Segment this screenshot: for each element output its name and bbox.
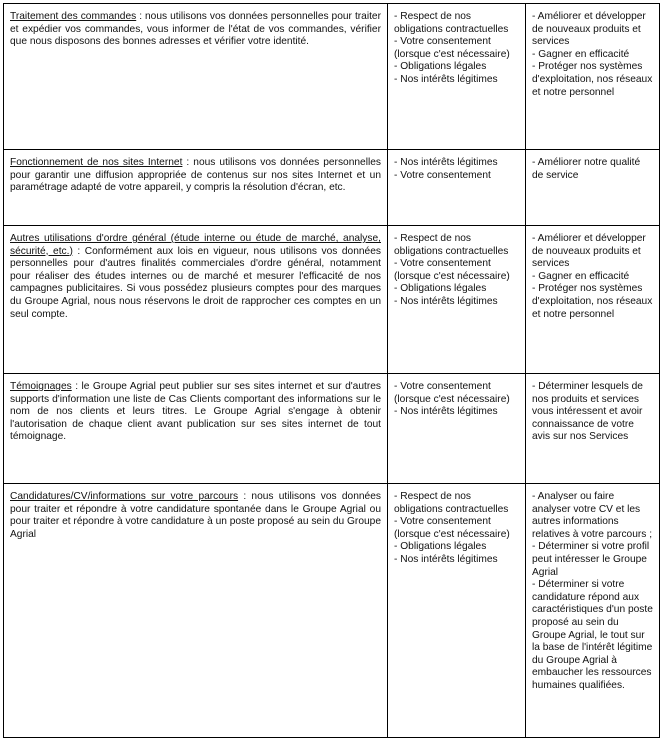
objective-item: - Gagner en efficacité [532,270,630,282]
row-title: Traitement des commandes [10,11,137,22]
legal-basis-cell [388,150,526,226]
legal-basis-item: - Votre consentement (lorsque c'est nécessaire) [394,381,510,405]
row-description: Conformément aux lois en vigueur, nous utilisons vos données personnelles pour d'autres finalités commerciales d'ordre général, notamment pour réaliser des études internes ou de marché et mesurer l'efficacité de nos campagnes publicitaires. Si vous possédez plusieurs comptes pour des marques du Groupe Agrial, nous nous réservons le droit de rapprocher ces comptes en un seul compte. [10,245,381,320]
legal-basis-item: - Obligations légales [394,541,487,553]
row-title: Témoignages [10,381,72,392]
legal-basis-item: - Votre consentement [394,169,491,181]
legal-basis-item: - Nos intérêts légitimes [394,295,498,307]
legal-basis-item: - Nos intérêts légitimes [394,73,498,85]
row-description: nous utilisons vos données pour traiter et répondre à votre candidature spontanée dans le Groupe Agrial ou pour traiter et répondre à votre candidature à un poste proposé au sein du Groupe Agrial [10,491,381,540]
legal-basis-item: - Votre consentement (lorsque c'est nécessaire) [394,36,510,60]
table-row [4,226,660,374]
table-row [4,150,660,226]
objective-item: - Déterminer lesquels de nos produits et services vous intéressent et avoir connaissance de votre avis sur nos Services [532,381,643,443]
objective-cell [526,226,660,374]
legal-basis-item: - Votre consentement (lorsque c'est nécessaire) [394,516,510,540]
legal-basis-item: - Nos intérêts légitimes [394,406,498,418]
title-separator: : [136,11,146,22]
row-description: le Groupe Agrial peut publier sur ses sites internet et sur d'autres supports d'information une liste de Cas Clients comportant des informations sur le nom de nos clients et leurs titres. Le Groupe Agrial s'engage à obtenir l'autorisation de chaque client avant publication sur ses sites internet de tout témoignage. [10,381,381,443]
legal-basis-cell [388,226,526,374]
objective-cell [526,374,660,484]
row-title: Autres utilisations d'ordre général (étude interne ou étude de marché, analyse, sécurité, etc.) [10,233,381,257]
legal-basis-cell [388,4,526,150]
legal-basis-cell [388,374,526,484]
purpose-description-cell [4,150,388,226]
objective-item: - Améliorer notre qualité de service [532,157,641,181]
purpose-description-cell [4,226,388,374]
title-separator: : [238,491,252,502]
legal-basis-item: - Respect de nos obligations contractuelles [394,11,509,35]
objective-item: - Analyser ou faire analyser votre CV et les autres informations relatives à votre parcours ; [532,491,653,540]
objective-cell [526,150,660,226]
legal-basis-item: - Nos intérêts légitimes [394,553,498,565]
objective-item: - Améliorer et développer de nouveaux produits et services [532,11,646,48]
purpose-description-cell [4,374,388,484]
objective-item: - Améliorer et développer de nouveaux produits et services [532,233,646,270]
objective-cell [526,484,660,738]
legal-basis-item: - Respect de nos obligations contractuelles [394,491,509,515]
legal-basis-item: - Respect de nos obligations contractuelles [394,233,509,257]
objective-item: - Déterminer si votre candidature répond aux caractéristiques d'un poste proposé au sein du Groupe Agrial, le tout sur la base de l'intérêt légitime du Groupe Agrial à embaucher les ressources humaines qualifiées. [532,579,653,691]
objective-item: - Déterminer si votre profil peut intéresser le Groupe Agrial [532,541,650,578]
legal-basis-item: - Obligations légales [394,61,487,73]
data-processing-table [3,3,660,738]
objective-item: - Gagner en efficacité [532,48,630,60]
table-row [4,374,660,484]
purpose-description-cell [4,484,388,738]
row-description: nous utilisons vos données personnelles pour garantir une diffusion appropriée de contenus sur nos sites Internet et un paramétrage adapté de votre appareil, y compris la résolution d'écran, etc. [10,157,381,194]
table-row [4,484,660,738]
title-separator: : [182,157,194,168]
purpose-description-cell [4,4,388,150]
title-separator: : [71,381,82,392]
legal-basis-item: - Obligations légales [394,283,487,295]
objective-item: - Protéger nos systèmes d'exploitation, nos réseaux et notre personnel [532,61,653,98]
row-description: nous utilisons vos données personnelles pour traiter et expédier vos commandes, vous informer de l'état de vos commandes, vérifier que nous disposons des bonnes adresses et vérifier votre identité. [10,11,381,48]
legal-basis-cell [388,484,526,738]
legal-basis-item: - Nos intérêts légitimes [394,157,498,168]
objective-cell [526,4,660,150]
table-row [4,4,660,150]
row-title: Fonctionnement de nos sites Internet [10,157,183,168]
row-title: Candidatures/CV/informations sur votre parcours [10,491,239,502]
title-separator: : [72,245,85,257]
legal-basis-item: - Votre consentement (lorsque c'est nécessaire) [394,258,510,282]
objective-item: - Protéger nos systèmes d'exploitation, nos réseaux et notre personnel [532,283,653,320]
